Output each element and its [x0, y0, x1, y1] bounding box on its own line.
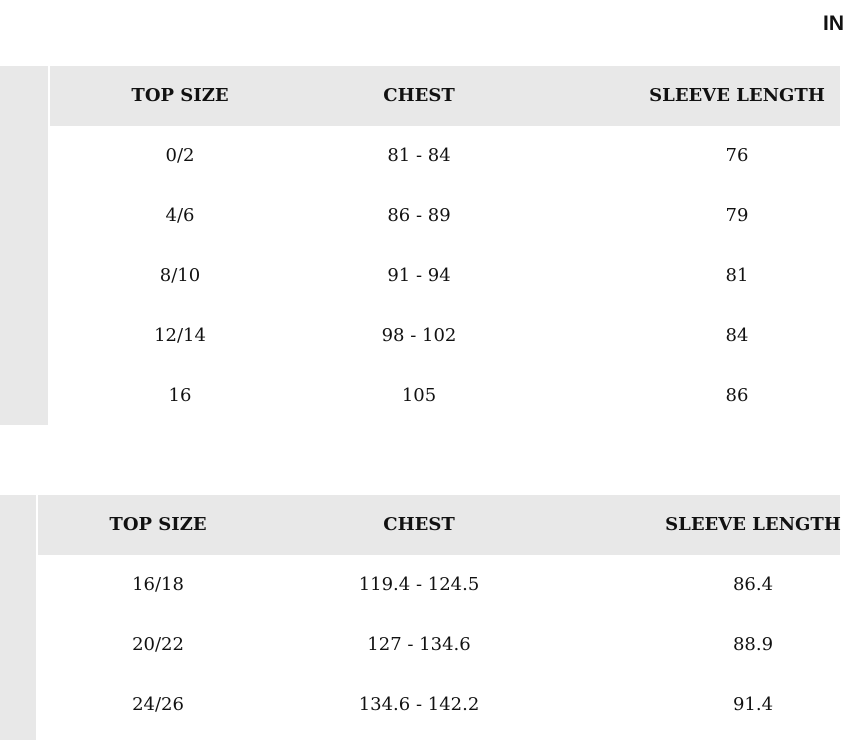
cell-sleeve-length: 84 — [725, 325, 749, 346]
cell-chest: 91 - 94 — [387, 265, 451, 286]
cell-chest: 98 - 102 — [381, 325, 457, 346]
cell-chest: 134.6 - 142.2 — [358, 694, 480, 715]
cell-chest: 81 - 84 — [387, 145, 451, 166]
cell-top-size: 20/22 — [132, 634, 184, 655]
cell-top-size: 0/2 — [165, 145, 195, 166]
column-header-chest: CHEST — [383, 85, 455, 106]
cell-chest: 86 - 89 — [387, 205, 451, 226]
unit-toggle-in[interactable]: IN — [823, 12, 844, 35]
column-header-sleeve-length: SLEEVE LENGTH — [649, 85, 825, 106]
cell-top-size: 8/10 — [159, 265, 201, 286]
cell-sleeve-length: 81 — [725, 265, 749, 286]
cell-sleeve-length: 86 — [725, 385, 749, 406]
size-chart-table-plus — [0, 495, 840, 740]
row-header-gutter — [0, 495, 36, 740]
cell-chest: 119.4 - 124.5 — [358, 574, 480, 595]
cell-top-size: 12/14 — [154, 325, 206, 346]
row-header-gutter — [0, 66, 48, 425]
cell-top-size: 16/18 — [132, 574, 184, 595]
column-header-top-size: TOP SIZE — [109, 514, 207, 535]
cell-sleeve-length: 88.9 — [732, 634, 774, 655]
cell-sleeve-length: 76 — [725, 145, 749, 166]
cell-sleeve-length: 79 — [725, 205, 749, 226]
cell-sleeve-length: 86.4 — [732, 574, 774, 595]
cell-chest: 127 - 134.6 — [367, 634, 471, 655]
column-header-top-size: TOP SIZE — [131, 85, 229, 106]
size-chart-table-regular — [0, 66, 840, 425]
cell-top-size: 24/26 — [132, 694, 184, 715]
cell-top-size: 4/6 — [165, 205, 195, 226]
column-header-chest: CHEST — [383, 514, 455, 535]
cell-chest: 105 — [401, 385, 437, 406]
column-header-sleeve-length: SLEEVE LENGTH — [665, 514, 841, 535]
cell-sleeve-length: 91.4 — [732, 694, 774, 715]
cell-top-size: 16 — [168, 385, 192, 406]
